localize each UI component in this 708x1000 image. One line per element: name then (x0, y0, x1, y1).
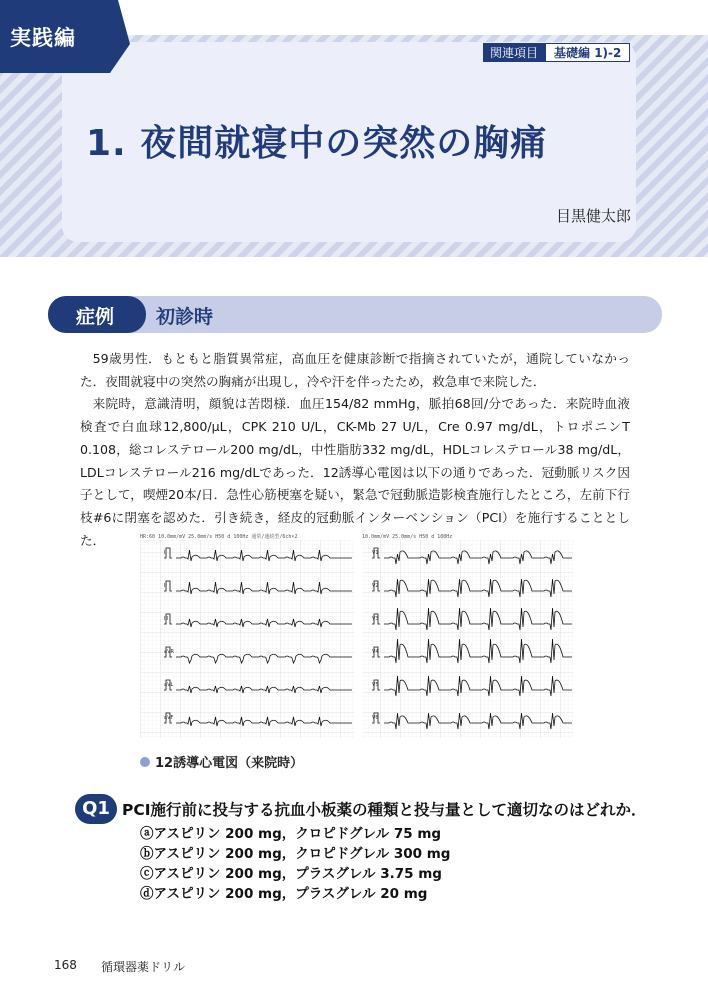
figure-caption (140, 752, 303, 771)
question-text: PCI施行前に投与する抗血小板薬の種類と投与量として適切なのはどれか． (122, 801, 647, 819)
case-label: 症例 (76, 306, 115, 328)
option-d: ⓓアスピリン 200 mg，プラスグレル 20 mg (140, 886, 428, 902)
answer-options (140, 824, 450, 904)
related-items (483, 43, 630, 62)
ecg-lead-label: V6 (372, 715, 379, 721)
related-label: 関連項目 (483, 43, 545, 62)
ecg-lead-label: I (164, 550, 166, 556)
ecg-lead-label: V4 (372, 649, 379, 655)
case-description (80, 348, 630, 552)
ecg-lead-label: II (164, 583, 167, 589)
ecg-header-right: 10.0mm/mV 25.0mm/s H50 d 100Hz (362, 534, 453, 540)
ecg-figure (140, 532, 574, 740)
ecg-lead-label: aVF (164, 715, 174, 721)
paragraph-2: 来院時，意識清明，顔貌は苦悶様．血圧154/82 mmHg，脈拍68回/分であった．来院時血液検査で白血球12,800/μL，CPK 210 U/L，CK-Mb 27 U/L，Cre 0.97 mg/dL，トロポニンT 0.108，総コレステロール200 mg/dL，中性脂肪332 mg/dL，HDLコレステロール38 mg/dL，LDLコレステロール216 mg/dLであった．12誘導心電図は以下の通りであった．冠動脈リスク因子として，喫煙20本/日．急性心筋梗塞を疑い，緊急で冠動脈造影検査施行したところ，左前下行枝#6に閉塞を認めた．引き続き，経皮的冠動脈インターベンション（PCI）を施行することとした． (80, 396, 630, 548)
page-title: 1. 夜間就寝中の突然の胸痛 (86, 123, 548, 164)
ecg-lead-label: V5 (372, 682, 379, 688)
option-b: ⓑアスピリン 200 mg，クロピドグレル 300 mg (140, 846, 451, 862)
ecg-lead-label: aVL (164, 682, 174, 688)
ecg-lead-label: V3 (372, 616, 379, 622)
option-a: ⓐアスピリン 200 mg，クロピドグレル 75 mg (140, 826, 442, 842)
ecg-grid-left (140, 540, 354, 738)
related-value: 基礎編 1)-2 (545, 43, 630, 62)
paragraph-1: 59歳男性．もともと脂質異常症，高血圧を健康診断で指摘されていたが，通院していなかった．夜間就寝中の突然の胸痛が出現し，冷や汗を伴ったため，救急車で来院した． (80, 351, 630, 389)
ecg-header-left: HR:60 10.0mm/mV 25.0mm/s H50 d 100Hz 通常/連続型/6ch×2 (140, 534, 298, 540)
author-name: 目黒健太郎 (556, 207, 632, 225)
page-number: 168 (54, 958, 77, 972)
caption-bullet-icon (140, 757, 150, 767)
ecg-lead-label: V2 (372, 583, 379, 589)
option-c: ⓒアスピリン 200 mg，プラスグレル 3.75 mg (140, 866, 442, 882)
figure-caption-text: 12誘導心電図（来院時） (155, 756, 304, 771)
section-tab-label: 実践編 (10, 26, 76, 50)
ecg-grid-right (362, 540, 574, 738)
book-title: 循環器薬ドリル (101, 960, 186, 974)
case-title: 初診時 (156, 306, 214, 328)
ecg-lead-label: V1 (372, 550, 379, 556)
ecg-lead-label: aVR (164, 649, 174, 655)
question-badge: Q1 (75, 794, 117, 824)
ecg-lead-label: III (164, 616, 169, 622)
